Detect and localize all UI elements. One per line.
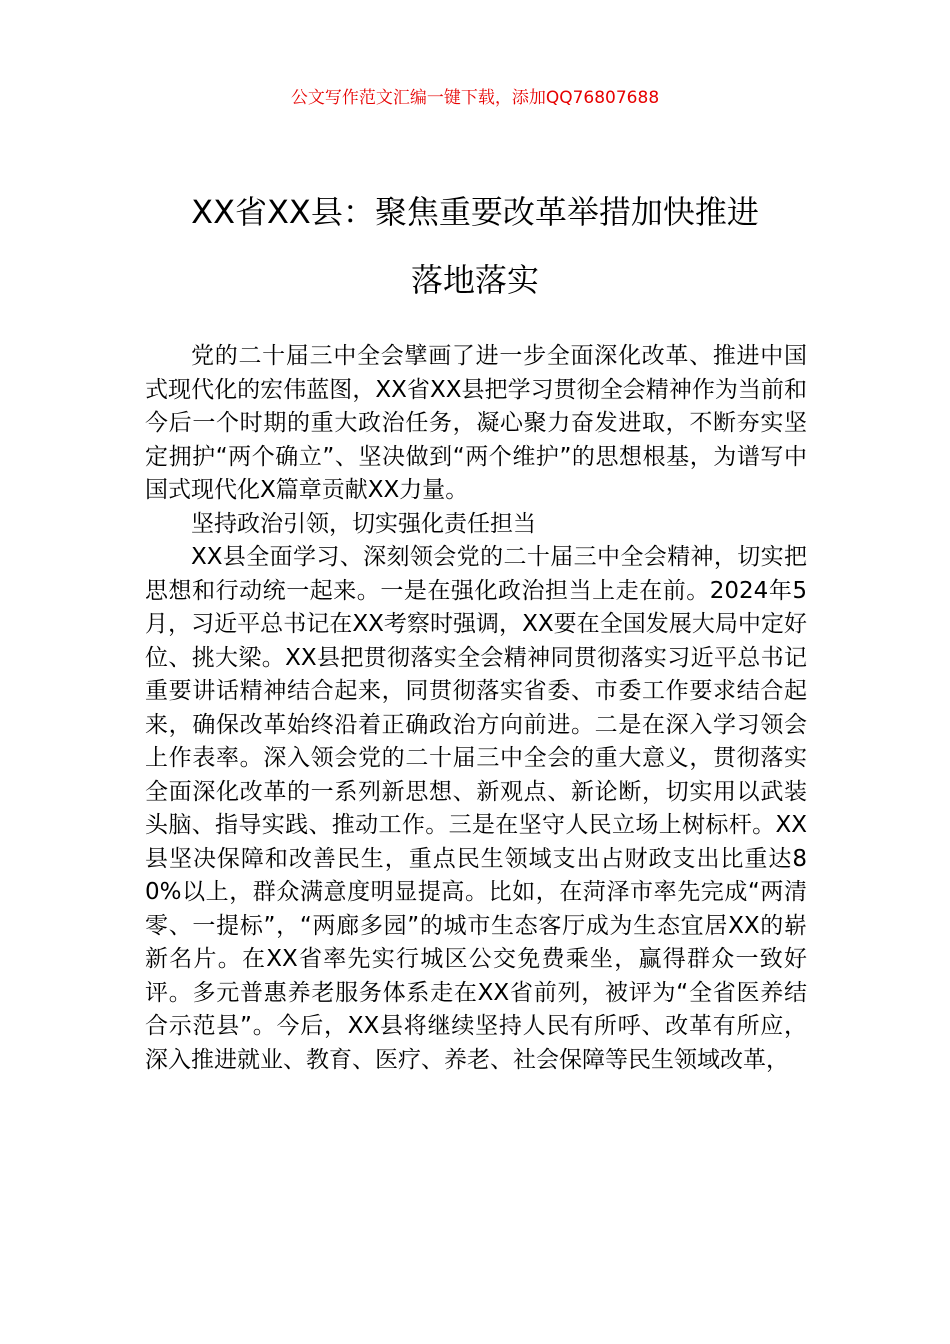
paragraph-section-body: XX县全面学习、深刻领会党的二十届三中全会精神，切实把思想和行动统一起来。一是在强化政治担当上走在前。2024年5月，习近平总书记在XX考察时强调，XX要在全国发展大局中定好位、挑大梁。XX县把贯彻落实全会精神同贯彻落实习近平总书记重要讲话精神结合起来，同贯彻落实省委、市委工作要求结合起来，确保改革始终沿着正确政治方向前进。二是在深入学习领会上作表率。深入领会党的二十届三中全会的重大意义，贯彻落实全面深化改革的一系列新思想、新观点、新论断，切实用以武装头脑、指导实践、推动工作。三是在坚守人民立场上树标杆。XX县坚决保障和改善民生，重点民生领域支出占财政支出比重达80%以上，群众满意度明显提高。比如，在菏泽市率先完成“两清零、一提标”，“两廊多园”的城市生态客厅成为生态宜居XX的崭新名片。在XX省率先实行城区公交免费乘坐，赢得群众一致好评。多元普惠养老服务体系走在XX省前列，被评为“全省医养结合示范县”。今后，XX县将继续坚持人民有所呼、改革有所应，深入推进就业、教育、医疗、养老、社会保障等民生领域改革， [145, 544, 807, 1073]
section-heading: 坚持政治引领，切实强化责任担当 [191, 510, 536, 537]
paragraph-intro: 党的二十届三中全会擘画了进一步全面深化改革、推进中国式现代化的宏伟蓝图，XX省XX县把学习贯彻全会精神作为当前和今后一个时期的重大政治任务，凝心聚力奋发进取，不断夯实坚定拥护“两个确立”、坚决做到“两个维护”的思想根基，为谱写中国式现代化X篇章贡献XX力量。 [145, 343, 807, 503]
document-body [145, 340, 807, 1077]
download-banner: 公文写作范文汇编一键下载，添加QQ76807688 [290, 88, 660, 108]
title-line-2: 落地落实 [410, 261, 539, 299]
title-line-1: XX省XX县：聚焦重要改革举措加快推进 [191, 193, 759, 231]
document-title [130, 178, 820, 314]
